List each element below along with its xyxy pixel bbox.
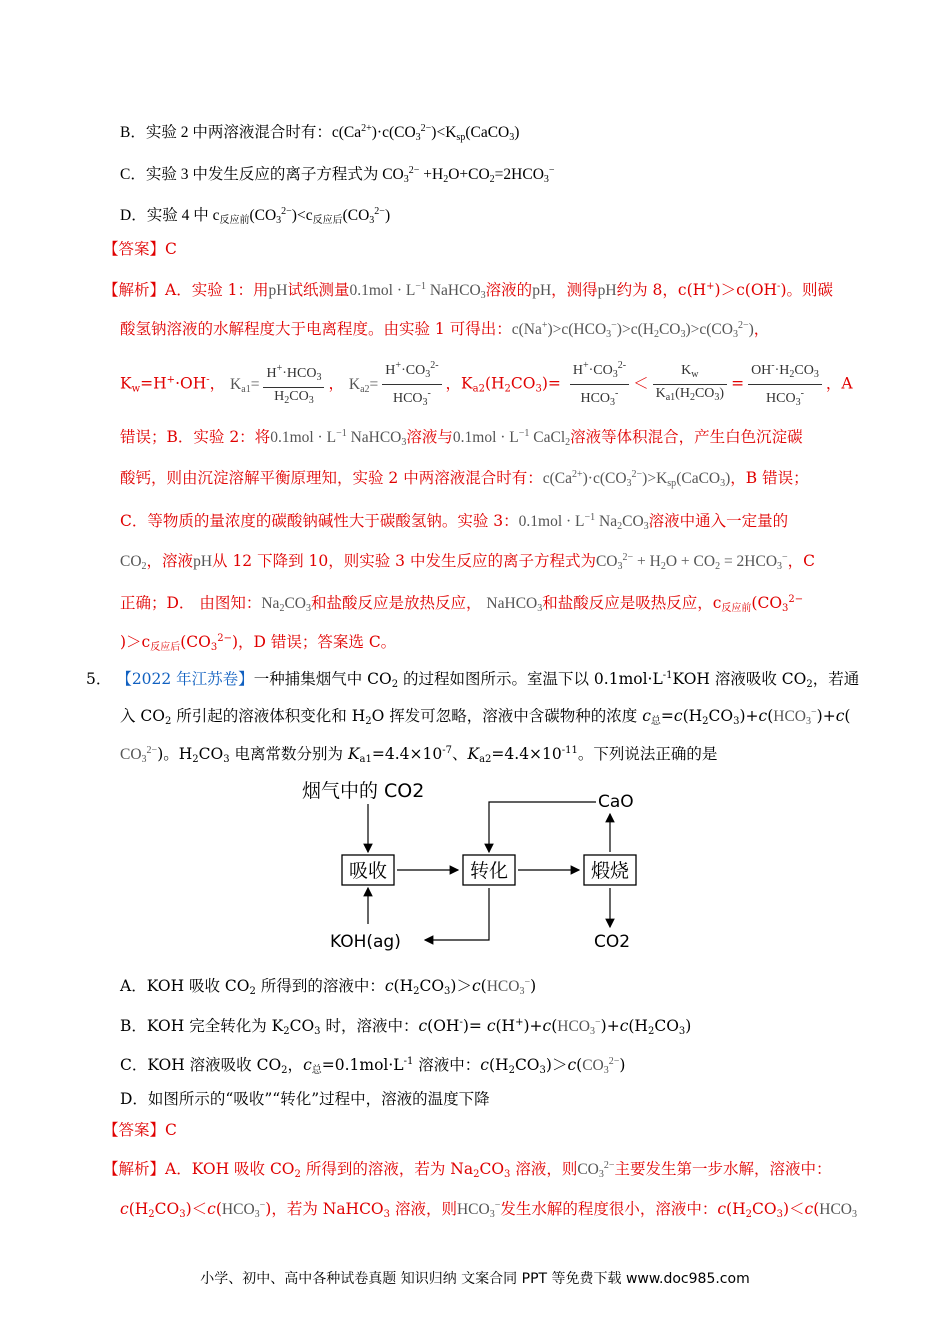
convert-label: 转化 xyxy=(469,860,509,882)
oh-fraction: $\frac{OH^-\cdot H_2CO_3}{HCO_3^-}$ xyxy=(748,357,822,412)
option-d-prev: D．实验 4 中 $c_{反应前}(CO_3^{2-})<c_{反应后}(CO_3^{2-})$ xyxy=(120,206,391,226)
option-c-prev: C．实验 3 中发生反应的离子方程式为 $CO_3^{2-} +H_2O+CO_2=2HCO_3^-$ xyxy=(120,165,555,185)
option-d: D．如图所示的“吸收”“转化”过程中，溶液的温度下降 xyxy=(120,1090,490,1108)
cao-to-convert-arrow xyxy=(489,802,596,852)
question-5-line-1: 5． 【2022 年江苏卷】一种捕集烟气中 $CO_2$ 的过程如图所示。室温下以 $0.1mol\cdot L^{-1}KOH$ 溶液吸收 $CO_2$，若通 xyxy=(86,670,860,690)
convert-to-koh-arrow xyxy=(425,888,489,940)
answer-prev: 【答案】C xyxy=(103,240,177,258)
answer: 【答案】C xyxy=(103,1121,177,1139)
question-5-line-2: 入 $CO_2$ 所引起的溶液体积变化和 $H_2O$ 挥发可忽略，溶液中含碳物种的浓度 $c_总=c(H_2CO_3)+c(HCO_3^-)+c$( xyxy=(120,707,851,727)
co2-label: CO2 xyxy=(594,932,631,952)
analysis-prev-line-8: 正确；D． 由图知：$Na_2CO_3$和盐酸反应是放热反应， NaHCO$_3$和盐酸反应是吸热反应，$c_{反应前}(CO_3^{2-}$ xyxy=(120,594,804,614)
analysis-prev-line-6: C．等物质的量浓度的碳酸钠碱性大于碳酸氢钠。实验 3：$0.1mol \cdot L^{-1}$ $Na_2CO_3$溶液中通入一定量的 xyxy=(120,512,789,532)
question-5-line-3: $CO_3^{2-}$)。$H_2CO_3$ 电离常数分别为 $K_{a1}=4.4\times 10^{-7}$、$K_{a2}=4.4\times 10^{-11}$。下列说法正确的是 xyxy=(120,745,718,765)
ka2-expr: $\frac{H^+\cdot CO_3^{2-}}{HCO_3^-}$ xyxy=(570,357,629,412)
option-a: A．KOH 吸收 $CO_2$ 所得到的溶液中：$c(H_2CO_3)>c(HCO_3^-)$ xyxy=(120,977,537,997)
absorb-label: 吸收 xyxy=(348,860,388,882)
analysis-prev-line-3: $K_w=H^+\cdot OH^-$， $K_{a1}=$ $\frac{H^+\cdot HCO_3}{H_2CO_3}$ ， $K_{a2}=$ $\frac{H^+\cdot CO_3^{2-}}{HCO_3^-}$ ，$K_{a2}(H_2CO_3)=$ $\frac{H^+\cdot CO_3^{2-}}{HCO_3^-}$ ＜ $\frac{K_w}{K_{a1}(H_2CO_3)}$ = $\frac{OH^-\cdot H_2CO_3}{HCO_3^-}$ ，A xyxy=(120,357,853,412)
option-b-prev: B．实验 2 中两溶液混合时有：$c(Ca^{2+})\cdot c(CO_3^{2-})<K_{sp}(CaCO_3)$ xyxy=(120,123,520,143)
ka2-fraction: $\frac{H^+\cdot CO_3^{2-}}{HCO_3^-}$ xyxy=(382,357,441,412)
analysis-prev-line-4: 错误；B．实验 2：将$0.1mol \cdot L^{-1}$ NaHCO$_3$溶液与$0.1mol \cdot L^{-1}$ CaCl$_2$溶液等体积混合，产生白色沉淀碳 xyxy=(120,428,803,448)
analysis-prev-line-7: $CO_2$，溶液pH从 12 下降到 10，则实验 3 中发生反应的离子方程式为$CO_3^{2-} + H_2O + CO_2 = 2HCO_3^-$，C xyxy=(120,552,816,572)
kw-ka1-fraction: $\frac{K_w}{K_{a1}(H_2CO_3)}$ xyxy=(653,362,727,407)
footer: 小学、初中、高中各种试卷真题 知识归纳 文案合同 PPT 等免费下载 www.doc985.com xyxy=(200,1271,750,1287)
flue-gas-label: 烟气中的 CO2 xyxy=(302,780,425,802)
analysis-line-1: 【解析】A．KOH 吸收 $CO_2$ 所得到的溶液，若为 $Na_2CO_3$ 溶液，则$CO_3^{2-}$主要发生第一步水解，溶液中： xyxy=(103,1160,832,1180)
co2-capture-flow-diagram xyxy=(300,772,660,954)
option-b: B．KOH 完全转化为 $K_2CO_3$ 时，溶液中：$c(OH^-)= c(H^+)+c(HCO_3^-)+c(H_2CO_3)$ xyxy=(120,1017,692,1037)
option-c: C．KOH 溶液吸收 $CO_2$，$c_总=0.1mol\cdot L^{-1}$ 溶液中：$c(H_2CO_3)>c(CO_3^{2-})$ xyxy=(120,1056,626,1076)
calcine-label: 煅烧 xyxy=(590,860,630,882)
analysis-prev-line-2: 酸氢钠溶液的水解程度大于电离程度。由实验 1 可得出：$c(Na^+)>c(HCO_3^-)>c(H_2CO_3)>c(CO_3^{2-})$， xyxy=(120,320,770,340)
analysis-prev-line-1: 【解析】A．实验 1：用pH试纸测量$0.1mol \cdot L^{-1}$ NaHCO$_3$溶液的pH，测得pH约为 8，c(H+)＞c(OH-)。则碳 xyxy=(103,281,833,301)
ka1-fraction: $\frac{H^+\cdot HCO_3}{H_2CO_3}$ xyxy=(263,360,324,410)
analysis-prev-line-9: )$>c_{反应后}(CO_3^{2-})$，D 错误；答案选 C。 xyxy=(120,633,397,653)
analysis-prev-line-5: 酸钙，则由沉淀溶解平衡原理知，实验 2 中两溶液混合时有：$c(Ca^{2+})\cdot c(CO_3^{2-})>K_{sp}(CaCO_3)$，B 错误； xyxy=(120,469,809,489)
analysis-line-2: $c(H_2CO_3)<c(HCO_3^-)$，若为 NaHCO$_3$ 溶液，则$HCO_3^-$发生水解的程度很小，溶液中：$c(H_2CO_3)<c(HCO_3$ xyxy=(120,1200,857,1220)
cao-label: CaO xyxy=(598,792,634,812)
koh-label: KOH(ag) xyxy=(330,932,401,952)
